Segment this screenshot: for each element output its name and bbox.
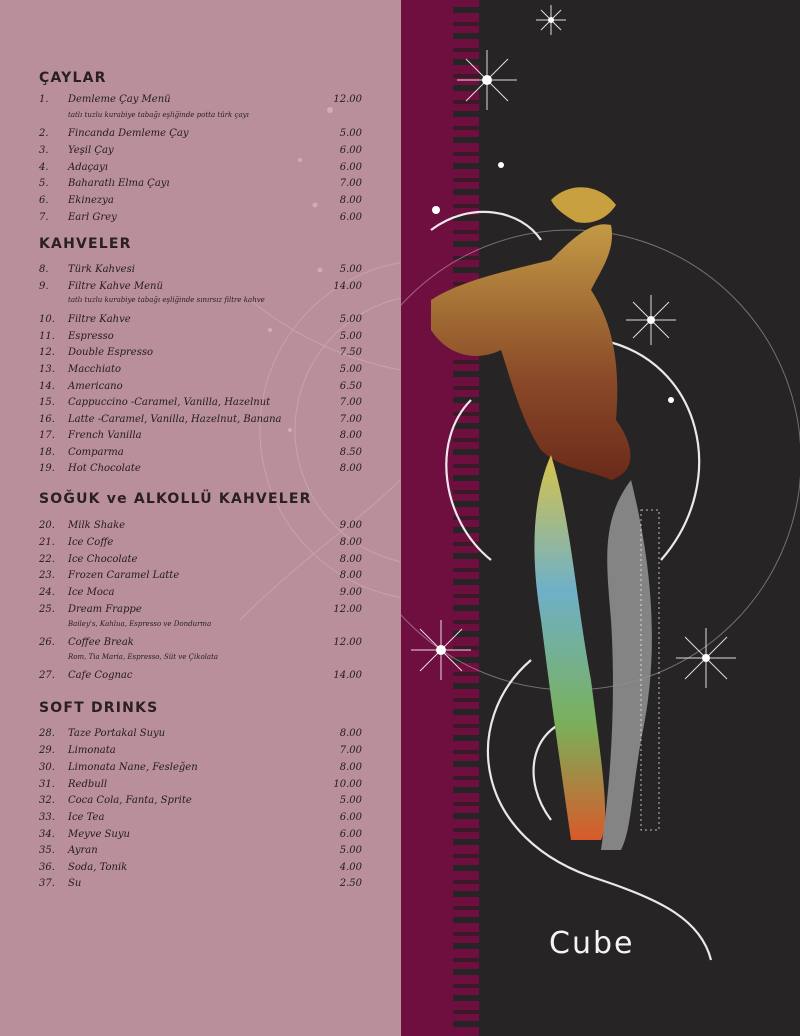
section-title-soguk-kahveler: SOĞUK ve ALKOLLÜ KAHVELER xyxy=(39,491,312,507)
menu-item-description: Rom, Tia Maria, Espresso, Süt ve Çikolata xyxy=(68,653,219,661)
menu-item: 23. Frozen Caramel Latte 8.00 xyxy=(39,570,362,581)
menu-item: 35. Ayran 5.00 xyxy=(39,845,362,856)
menu-item: 33. Ice Tea 6.00 xyxy=(39,812,362,823)
cube-logo: Cube xyxy=(549,926,635,961)
menu-item: 13. Macchiato 5.00 xyxy=(39,364,362,375)
menu-item-description: tatlı tuzlu kurabiye tabağı eşliğinde potta türk çayı xyxy=(68,111,249,119)
menu-item: 31. Redbull 10.00 xyxy=(39,779,362,790)
menu-item: 28. Taze Portakal Suyu 8.00 xyxy=(39,728,362,739)
menu-item: 18. Comparma 8.50 xyxy=(39,447,362,458)
menu-item: 7. Earl Grey 6.00 xyxy=(39,212,362,223)
menu-item: 3. Yeşil Çay 6.00 xyxy=(39,145,362,156)
menu-item: 30. Limonata Nane, Fesleğen 8.00 xyxy=(39,762,362,773)
menu-item: 21. Ice Coffe 8.00 xyxy=(39,537,362,548)
menu-item-description: Bailey's, Kahlua, Espresso ve Dondurma xyxy=(68,620,212,628)
artwork-panel xyxy=(401,0,800,1036)
menu-item: 25. Dream Frappe 12.00 xyxy=(39,604,362,615)
menu-item: 15. Cappuccino -Caramel, Vanilla, Hazelnut 7.00 xyxy=(39,397,362,408)
menu-item: 10. Filtre Kahve 5.00 xyxy=(39,314,362,325)
menu-item: 20. Milk Shake 9.00 xyxy=(39,520,362,531)
menu-item: 16. Latte -Caramel, Vanilla, Hazelnut, Banana 7.00 xyxy=(39,414,362,425)
menu-item: 8. Türk Kahvesi 5.00 xyxy=(39,264,362,275)
menu-item: 12. Double Espresso 7.50 xyxy=(39,347,362,358)
menu-item-description: tatlı tuzlu kurabiye tabağı eşliğinde sınırsız filtre kahve xyxy=(68,296,265,304)
menu-item: 22. Ice Chocolate 8.00 xyxy=(39,554,362,565)
menu-item: 11. Espresso 5.00 xyxy=(39,331,362,342)
menu-item: 36. Soda, Tonik 4.00 xyxy=(39,862,362,873)
menu-item: 4. Adaçayı 6.00 xyxy=(39,162,362,173)
menu-item: 9. Filtre Kahve Menü 14.00 xyxy=(39,281,362,292)
section-title-kahveler: KAHVELER xyxy=(39,236,132,252)
menu-item: 17. French Vanilla 8.00 xyxy=(39,430,362,441)
menu-item: 37. Su 2.50 xyxy=(39,878,362,889)
dancer-illustration xyxy=(401,0,800,1036)
menu-item: 1. Demleme Çay Menü 12.00 xyxy=(39,94,362,105)
menu-item: 6. Ekinezya 8.00 xyxy=(39,195,362,206)
menu-item: 26. Coffee Break 12.00 xyxy=(39,637,362,648)
menu-item: 34. Meyve Suyu 6.00 xyxy=(39,829,362,840)
section-title-soft-drinks: SOFT DRINKS xyxy=(39,700,159,716)
menu-item: 27. Cafe Cognac 14.00 xyxy=(39,670,362,681)
menu-item: 32. Coca Cola, Fanta, Sprite 5.00 xyxy=(39,795,362,806)
menu-item: 2. Fincanda Demleme Çay 5.00 xyxy=(39,128,362,139)
menu-item: 19. Hot Chocolate 8.00 xyxy=(39,463,362,474)
menu-item: 29. Limonata 7.00 xyxy=(39,745,362,756)
section-title-caylar: ÇAYLAR xyxy=(39,70,107,86)
menu-item: 14. Americano 6.50 xyxy=(39,381,362,392)
menu-item: 5. Baharatlı Elma Çayı 7.00 xyxy=(39,178,362,189)
menu-item: 24. Ice Moca 9.00 xyxy=(39,587,362,598)
